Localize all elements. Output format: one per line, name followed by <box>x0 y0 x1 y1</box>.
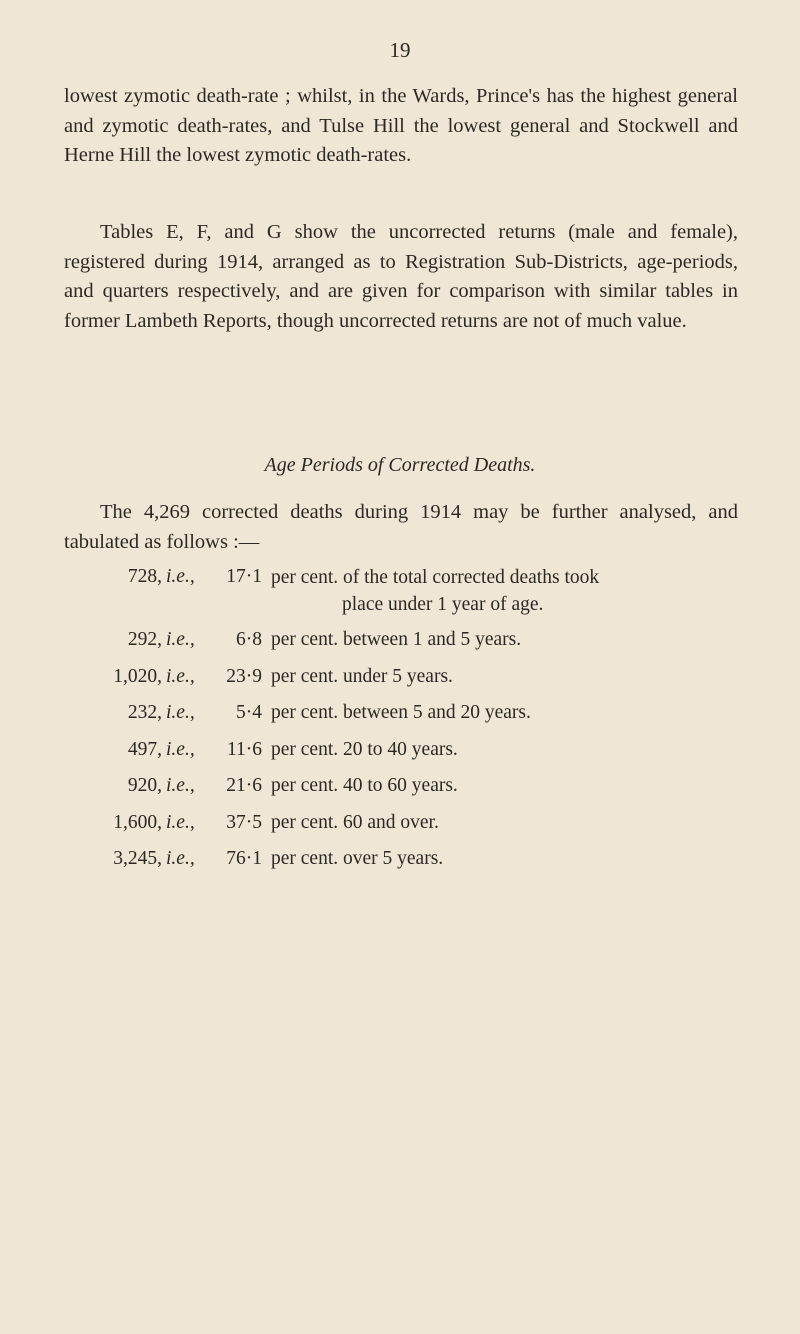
paragraph-3 <box>64 498 738 557</box>
death-count: 920, <box>127 775 162 796</box>
age-description: per cent. 20 to 40 years. <box>271 738 458 760</box>
death-count: 728, <box>127 566 162 587</box>
list-item <box>0 739 800 776</box>
ie-abbrev: i.e., <box>166 738 195 760</box>
percent-value: 11·6 <box>226 738 262 760</box>
paragraph-3-text: The 4,269 corrected deaths during 1914 may be further analysed, and tabulated as follows :— <box>64 501 738 553</box>
list-item <box>0 775 800 812</box>
ie-abbrev: i.e., <box>166 629 195 650</box>
paragraph-2-text: Tables E, F, and G show the uncorrected returns (male and female), registered during 1914, arranged as to Registration Sub-Districts, age-periods, and quarters respectively, and are given for comparison with similar tables in former Lambeth Reports, though uncorrected returns are not of much value. <box>64 221 738 332</box>
percent-value: 5·4 <box>236 702 262 723</box>
age-description: per cent. under 5 years. <box>271 665 453 687</box>
age-description: per cent. between 1 and 5 years. <box>271 629 522 650</box>
ie-abbrev: i.e., <box>166 811 195 833</box>
list-item <box>0 702 800 739</box>
death-count: 1,020, <box>113 665 162 687</box>
death-count: 3,245, <box>113 848 162 869</box>
age-description: per cent. between 5 and 20 years. <box>271 702 531 723</box>
ie-abbrev: i.e., <box>166 848 195 869</box>
list-item <box>0 812 800 849</box>
age-description: per cent. over 5 years. <box>271 848 444 869</box>
ie-abbrev: i.e., <box>166 775 195 796</box>
death-count: 232, <box>127 702 162 723</box>
age-description: per cent. 60 and over. <box>271 811 439 833</box>
list-item <box>0 666 800 703</box>
ie-abbrev: i.e., <box>166 566 195 587</box>
page-number: 19 <box>389 38 411 62</box>
section-heading: Age Periods of Corrected Deaths. <box>264 454 536 476</box>
percent-value: 23·9 <box>226 665 262 687</box>
percent-value: 6·8 <box>236 629 262 650</box>
percent-value: 76·1 <box>226 848 262 869</box>
list-item <box>0 848 800 885</box>
age-description: per cent. 40 to 60 years. <box>271 775 458 796</box>
ie-abbrev: i.e., <box>166 702 195 723</box>
ie-abbrev: i.e., <box>166 665 195 687</box>
list-item <box>0 629 800 666</box>
age-description <box>271 564 741 618</box>
age-period-list <box>0 566 800 885</box>
percent-value: 21·6 <box>226 775 262 796</box>
percent-value: 37·5 <box>226 811 262 833</box>
age-description-line-2: place under 1 year of age. <box>342 594 544 615</box>
death-count: 1,600, <box>113 811 162 833</box>
percent-value: 17·1 <box>226 566 262 587</box>
list-item <box>0 566 800 629</box>
death-count: 292, <box>127 629 162 650</box>
paragraph-2 <box>64 218 738 336</box>
paragraph-1: lowest zymotic death-rate ; whilst, in the Wards, Prince's has the highest general and zymotic death-rates, and Tulse Hill the lowest general and Stockwell and Herne Hill the lowest zymotic death-rates. <box>64 85 738 167</box>
age-description-line-1: per cent. of the total corrected deaths took <box>271 567 600 588</box>
death-count: 497, <box>127 738 162 760</box>
